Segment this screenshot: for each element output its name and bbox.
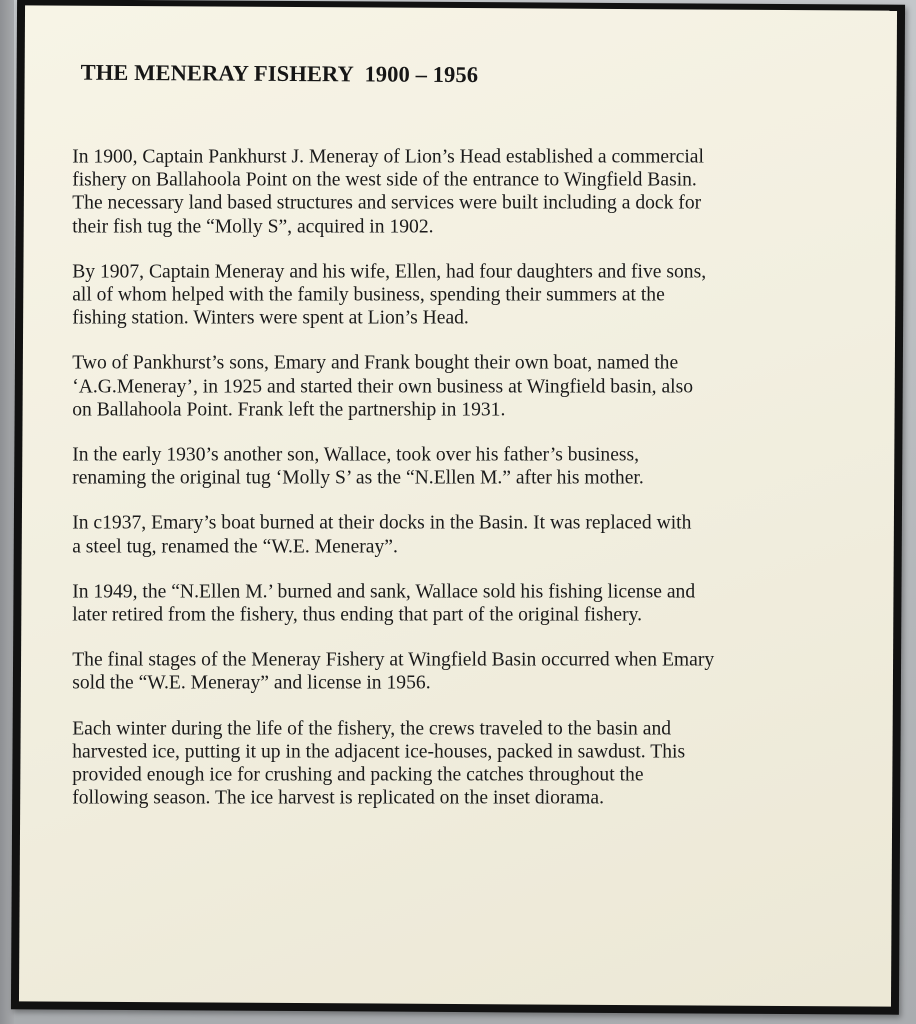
paragraph-line: renaming the original tug ‘Molly S’ as the “N.Ellen M.” after his mother. <box>72 467 644 489</box>
paragraph-line: In the early 1930’s another son, Wallace, took over his father’s business, <box>72 444 640 466</box>
paragraph-5 <box>72 512 892 558</box>
paragraph-line: In 1949, the “N.Ellen M.’ burned and sank, Wallace sold his fishing license and <box>72 581 696 603</box>
paragraph-line: following season. The ice harvest is replicated on the inset diorama. <box>72 787 604 809</box>
paragraph-7 <box>72 649 892 695</box>
paragraph-6 <box>72 580 892 626</box>
paragraph-line: fishing station. Winters were spent at Lion’s Head. <box>72 307 469 329</box>
paragraph-8 <box>72 717 892 810</box>
paragraph-line: In 1900, Captain Pankhurst J. Meneray of Lion’s Head established a commercial <box>72 146 704 168</box>
paragraph-line: harvested ice, putting it up in the adjacent ice-houses, packed in sawdust. This <box>72 741 686 763</box>
paragraph-line: later retired from the fishery, thus ending that part of the original fishery. <box>72 604 643 626</box>
paragraph-line: on Ballahoola Point. Frank left the partnership in 1931. <box>72 399 506 421</box>
paragraph-3 <box>72 352 892 422</box>
paragraph-1 <box>72 146 892 239</box>
plaque-body <box>72 146 892 832</box>
paragraph-line: fishery on Ballahoola Point on the west side of the entrance to Wingfield Basin. <box>72 169 697 191</box>
paragraph-line: their fish tug the “Molly S”, acquired in 1902. <box>72 216 434 238</box>
paragraph-line: sold the “W.E. Meneray” and license in 1956. <box>72 673 431 695</box>
paragraph-line: By 1907, Captain Meneray and his wife, Ellen, had four daughters and five sons, <box>72 261 707 283</box>
paragraph-line: Each winter during the life of the fishery, the crews traveled to the basin and <box>72 718 672 740</box>
paragraph-2 <box>72 260 892 330</box>
paragraph-line: provided enough ice for crushing and packing the catches throughout the <box>72 764 644 786</box>
paragraph-line: Two of Pankhurst’s sons, Emary and Frank bought their own boat, named the <box>72 353 679 375</box>
paragraph-line: ‘A.G.Meneray’, in 1925 and started their own business at Wingfield basin, also <box>72 376 694 398</box>
plaque-panel <box>19 5 897 1006</box>
plaque-title: THE MENERAY FISHERY 1900 – 1956 <box>80 59 479 88</box>
paragraph-4 <box>72 444 892 490</box>
paragraph-line: In c1937, Emary’s boat burned at their docks in the Basin. It was replaced with <box>72 513 692 535</box>
paragraph-line: The necessary land based structures and services were built including a dock for <box>72 193 702 215</box>
paragraph-line: all of whom helped with the family business, spending their summers at the <box>72 284 665 306</box>
plaque-frame <box>11 0 905 1015</box>
paragraph-line: The final stages of the Meneray Fishery at Wingfield Basin occurred when Emary <box>72 649 715 671</box>
paragraph-line: a steel tug, renamed the “W.E. Meneray”. <box>72 536 398 558</box>
